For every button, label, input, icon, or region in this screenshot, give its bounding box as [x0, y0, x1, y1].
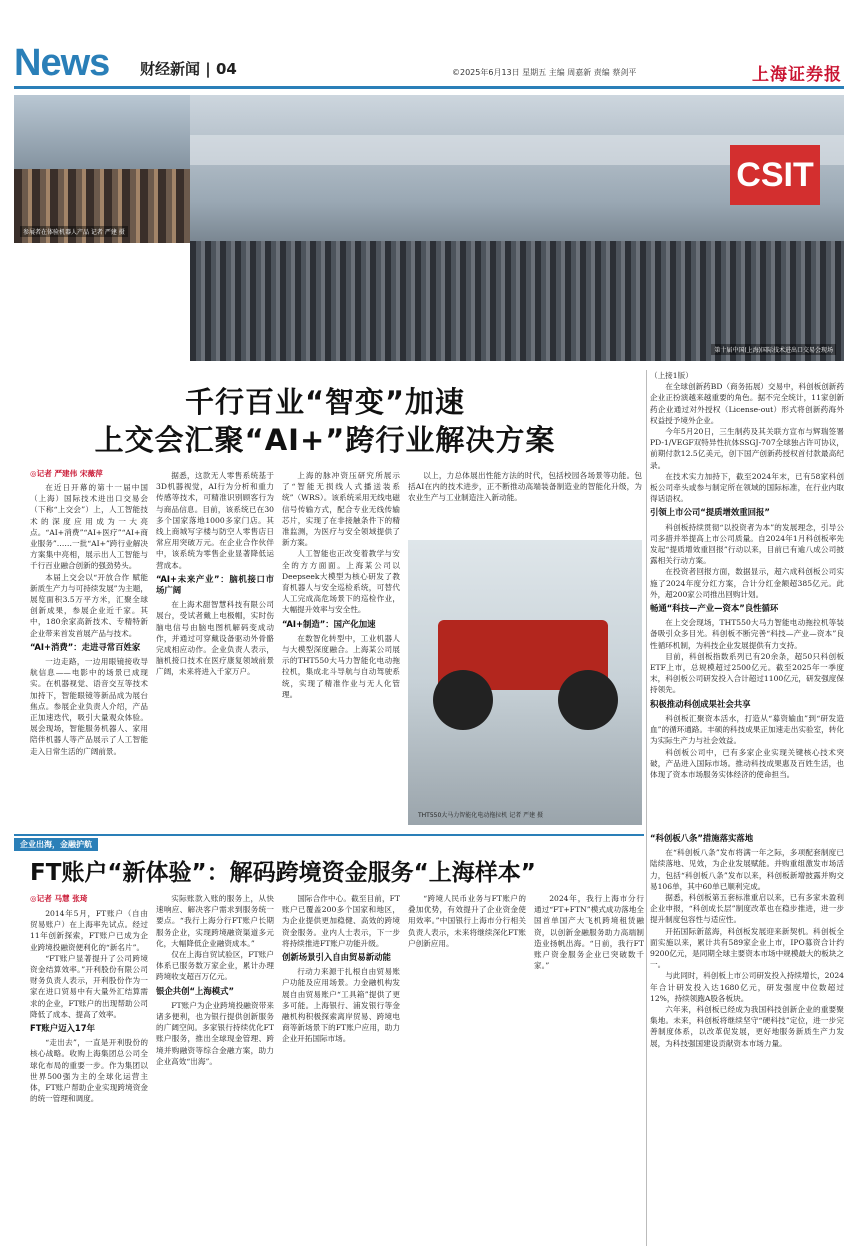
right-paragraph: 在技术实力加持下，截至2024年末，已有58家科创板公司牵头或参与制定所在领域的国际标准，在行业内取得话语权。: [650, 471, 844, 504]
section-tag: 企业出海，金融护航: [14, 838, 98, 851]
right-paragraph: 今年5月20日，三生制药及其关联方宣布与辉瑞签署PD-1/VEGF双特异性抗体SSGJ-707全球独占许可协议，前期付款12.5亿美元，创下国产创新药授权首付款最高纪录。: [650, 427, 844, 470]
right-paragraph: 目前，科创板指数系列已有20余条，超50只科创板ETF上市，总规模超过2500亿元。截至2025年一季度末，科创板公司研发投入合计超过1100亿元，研发强度保持领先。: [650, 651, 844, 695]
second-paragraph: 国际合作中心。截至目前，FT账户已覆盖200多个国家和地区，为企业提供更加稳健、高效的跨境资金服务。业内人士表示，下一步将持续推进FT账户功能升级。: [282, 894, 400, 948]
second-subhead: 银企共创“上海模式”: [156, 985, 235, 996]
second-paragraph: 行动力来源于扎根自由贸易账户功能及应用场景。力金融机构发展自由贸易账户“工具箱”提供了更多可能。上海银行、浦发银行等金融机构积极探索离岸贸易、跨境电商等新场景下的FT账户应用，助力企业开拓国际市场。: [282, 967, 400, 1044]
right-paragraph: 据悉，科创板第五套标准重启以来，已有多家未盈利企业申报，“科创成长层”制度改革也在稳步推进，进一步提升制度包容性与适应性。: [650, 893, 844, 925]
lead-subhead: “AI+未来产业”：脑机接口市场广阔: [156, 573, 274, 596]
right-paragraph: 在全球创新药BD（商务拓展）交易中，科创板创新药企业正扮演越来越重要的角色。据不完全统计，11家创新药企业通过对外授权（License-out）形式将创新药海外权益授予境外企业。: [650, 382, 844, 425]
tractor-wheel: [558, 670, 618, 730]
lead-paragraph: 本届上交会以“开放合作 赋能新质生产力与可持续发展”为主题，展览面积3.5万平方米，汇聚全球创新成果，参展企业近千家。其中，180余家高新技术、专精特新企业带来首发首展产品与技术。: [30, 572, 148, 638]
date-line: ©2025年6月13日 星期五 主编 周嘉新 责编 蔡剑平: [452, 68, 637, 77]
lead-paragraph: 据悉，这款无人零售系统基于3D机器视觉，AI行为分析和重力传感等技术，可精准识别顾客行为与商品信息。目前，该系统已在30多个国家落地1000多家门店。其线上商城写字楼与防空人零售店日常应用突破万元。在企业合作伙伴中，该系统为零售企业显著降低运营成本。: [156, 471, 274, 570]
second-paragraph: 2014年5月，FT账户（自由贸易账户）在上海率先试点。经过11年创新探索，FT账户已成为企业跨境投融资便利化的“新名片”。: [30, 909, 148, 952]
second-headline: FT账户“新体验”：解码跨境资金服务“上海样本”: [30, 860, 536, 886]
section-title-en: News: [14, 42, 110, 84]
section-name: 财经新闻: [140, 60, 201, 78]
second-column-5: [534, 893, 644, 1246]
second-column-3: [282, 893, 400, 1246]
right-subhead: 畅通“科技—产业—资本”良性循环: [650, 603, 779, 614]
right-paragraph: 在上交会现场，THT550大马力智能电动拖拉机等装备吸引众多目光。科创板不断完善“科技—产业—资本”良性循环机制，为科技企业发展提供有力支持。: [650, 618, 844, 650]
lead-paragraph: 在上海术甜智慧科技有限公司展台，受试者戴上电极帽，实时伤脑电信号由脑电图机解码变成动作，并通过可穿戴设备驱动外骨骼完成相应动作。企业负责人表示，脑机接口技术在医疗康复领域前景广阔，未来将进入千家万户。: [156, 600, 274, 677]
lead-column-1: [30, 482, 148, 822]
second-paragraph: 2024年，我行上海市分行通过“FT+FTN”模式成功落地全国首单国产大飞机跨境租赁融资，以创新金融服务助力高端制造业扬帆出海。“日前，我行FT账户资金服务企业已突破数千家。”: [534, 894, 644, 971]
tractor-photo: [408, 540, 642, 825]
csit-sign: CSIT: [730, 145, 820, 205]
continued-note: （上接1版）: [650, 371, 693, 380]
right-column-bottom: [650, 830, 844, 1246]
lead-byline: ◎记者 严建伟 宋薇萍: [30, 469, 103, 478]
lead-paragraph: 上海的脉冲资压研究所展示了“智能无损线人式播送装系统”（WRS）。该系统采用无线电磁信号传输方式，配合专业无线传输芯片，实现了在非接触条件下的精准监测，为医疗与安全领域提供了新方案。: [282, 471, 400, 548]
section-divider: [14, 834, 644, 836]
second-column-1: [30, 908, 148, 1246]
right-paragraph: 科创板汇聚资本活水，打造从“募资输血”到“研发造血”的循环通路。丰硕的科技成果正加速走出实验室，转化为实际生产力与社会效益。: [650, 713, 844, 746]
second-paragraph: “走出去”，一直是开利股份的核心战略。收购上海集团总公司全球化布局的重要一步。作为集团以世界500强为主的全球化运营主体，FT账户帮助企业实现跨境资金的统一管理和调度。: [30, 1038, 148, 1104]
lead-headline-line1: 千行百业“智变”加速: [184, 385, 466, 419]
inset-photo-caption: 参展者在体验机器人产品 记者 严建 摄: [20, 226, 128, 237]
tractor-wheel: [433, 670, 493, 730]
second-byline: ◎记者 马慧 张琦: [30, 894, 88, 903]
second-column-2: [156, 893, 274, 1246]
second-paragraph: 仅在上海自贸试验区，FT账户体系已服务数万家企业，累计办理跨境收支超百万亿元。: [156, 950, 274, 982]
right-paragraph: 六年来，科创板已经成为我国科技创新企业的重要聚集地。未来，科创板将继续坚守“硬科技”定位，进一步完善制度体系，以改革促发展，更好地服务新质生产力发展，为科技强国建设贡献资本市场力量。: [650, 1005, 844, 1048]
second-subhead: FT账户迈入17年: [30, 1023, 95, 1034]
right-paragraph: 科创板持续贯彻“以投资者为本”的发展理念，引导公司多措并举提高上市公司质量。自2024年1月科创板率先发起“提质增效重回报”行动以来，目前已有逾八成公司披露相关行动方案。: [650, 522, 844, 566]
right-column-top: [650, 370, 844, 825]
right-paragraph: 与此同时，科创板上市公司研发投入持续增长，2024年合计研发投入达1680亿元，研发强度中位数超过12%，持续领跑A股各板块。: [650, 971, 844, 1003]
lead-paragraph: 在近日开幕的第十一届中国（上海）国际技术进出口交易会（下称“上交会”）上，人工智能技术的深度应用成为一大亮点。“AI+消费”“AI+医疗”“AI+商业服务”……一批“AI+”跨行业解决方案集中亮相，展示出人工智能与千行百业融合创新的强劲势头。: [30, 483, 148, 571]
right-paragraph: 在“科创板八条”发布将满一年之际，多项配套制度已陆续落地、见效，为企业发展赋能。并购重组激发市场活力，包括“科创板八条”发布以来，科创板新增披露并购交易106单，其中60单已顺利完成。: [650, 848, 844, 891]
lead-subhead: “AI+消费”：走进寻常百姓家: [30, 641, 141, 652]
right-subhead: “科创板八条”措施落实落地: [650, 833, 754, 843]
right-paragraph: 在投资者回报方面，数据显示，超六成科创板公司实施了2024年度分红方案，合计分红金额超385亿元。此外，超200家公司推出回购计划。: [650, 567, 844, 599]
tractor-caption: THT550大马力智能化电动拖拉机 记者 严建 摄: [418, 812, 544, 819]
lead-headline-line2: 上交会汇聚“AI+”跨行业解决方案: [94, 423, 556, 457]
lead-paragraph: 以上，力总体展出性能方法的时代，包括校园各场景等功能。包括AI在内的技术进步，正不断推动高端装备制造业的智能化升级，为农业生产与工业制造注入新动能。: [408, 471, 642, 503]
right-subhead: 积极推动科创成果社会共享: [650, 698, 751, 709]
second-paragraph: 实际账款入账的服务上，从快速响应、解决客户需求到服务统一要点。“我行上海分行FT账户长期服务企业，实现跨境融资渠道多元化，大幅降低企业融资成本。”: [156, 894, 274, 948]
main-photo-caption: 第十届中国(上海)国际技术进出口交易会现场: [711, 344, 836, 355]
lead-paragraph: 一边走路，一边用眼镜接收导航信息——电影中的场景已成现实。在机器视觉、语音交互等技术加持下，智能眼镜等新品成为展台焦点。参展企业负责人介绍，产品正加速迭代，吸引大量观众体验。展会现场，智能服务机器人、家用陪伴机器人等产品展示了人工智能走入日常生活的广阔前景。: [30, 657, 148, 756]
lead-column-3: [282, 470, 400, 822]
second-column-4: [408, 893, 526, 1246]
masthead-rule: [14, 86, 844, 89]
second-paragraph: FT账户为企业跨境投融资带来诸多便利，也为银行提供创新服务的广阔空间。多家银行持续优化FT账户服务，推出全球现金管理、跨境并购融资等综合金融方案，助力企业高效“出海”。: [156, 1000, 274, 1066]
second-paragraph: “跨境人民币业务与FT账户的叠加优势，有效提升了企业资金使用效率。”中国银行上海市分行相关负责人表示，未来将继续深化FT账户创新应用。: [408, 894, 526, 948]
lead-paragraph: 人工智能也正改变着教学与安全的方方面面。上海某公司以Deepseek大模型为核心研发了教育机器人与安全巡检系统，可替代人工完成高危场景下的巡检作业，大幅提升效率与安全性。: [282, 549, 400, 615]
right-subhead: 引领上市公司“提质增效重回报”: [650, 507, 770, 518]
lead-column-4: [408, 470, 642, 532]
lead-subhead: “AI+制造”：国产化加速: [282, 618, 376, 629]
section-title-cn: 财经新闻 | 04: [140, 60, 237, 78]
second-paragraph: “FT账户显著提升了公司跨境资金结算效率。”开利股份有限公司财务负责人表示，开利股份作为一家在进口贸易中有大量外汇结算需求的企业，FT账户的出现帮助公司降低了成本、提高了效率。: [30, 953, 148, 1019]
lead-column-2: [156, 470, 274, 822]
right-paragraph: 科创板公司中，已有多家企业实现关键核心技术突破，产品进入国际市场。推动科技成果惠及百姓生活，也体现了资本市场服务实体经济的使命担当。: [650, 747, 844, 779]
column-rule: [646, 370, 647, 1246]
main-photo: [190, 95, 844, 361]
second-subhead: 创新场景引入自由贸易新动能: [282, 952, 391, 963]
lead-paragraph: 在数智化转型中，工业机器人与大模型深度融合。上海某公司展示的THT550大马力智能化电动拖拉机，集成北斗导航与自动驾驶系统，实现了精准作业与无人化管理。: [282, 633, 400, 699]
inset-photo: [14, 95, 190, 243]
newspaper-logo: 上海证券报: [752, 65, 842, 85]
right-paragraph: 开拓国际新蓝海，科创板发展迎来新契机。科创板全面实施以来，累计共有589家企业上市，IPO募资合计约9200亿元，是同期全球主要资本市场中规模最大的板块之一。: [650, 926, 844, 970]
page-number: 04: [215, 60, 237, 78]
